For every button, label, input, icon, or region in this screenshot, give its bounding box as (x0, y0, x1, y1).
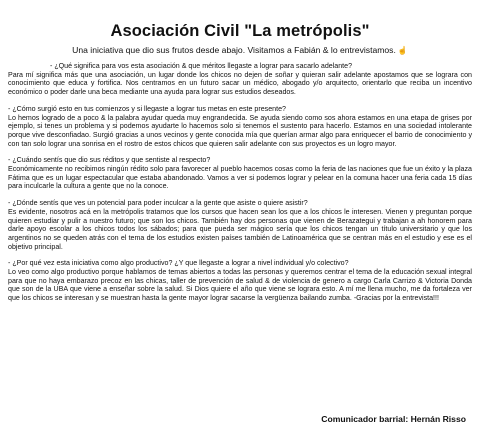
question: - ¿Qué significa para vos esta asociación & que méritos llegaste a lograr para sacarlo adelante? (50, 62, 353, 70)
article-title: Asociación Civil "La metrópolis" (110, 22, 370, 40)
answer: Lo veo como algo productivo porque hablamos de temas abiertos a todas las personas y queremos centrar el tema de la educación sexual integral para que no haya embarazo precoz en las chicas, taller de prevención de salud & de violencia de genero a cargo Carla Carrizo & Victoria Donda que son de la UBA que viene a enseñar sobre la salud. Si Dios quiere el año que viene se lograra esto. A mí me llena mucho, me da fortaleza ver que los chicos se interesan y se muestran hasta la gente mayor lograr sacarse la vergüenza bailando zumba. -Gracias por la entrevista!!! (8, 268, 472, 303)
qa-block (8, 156, 472, 191)
qa-block (8, 62, 472, 97)
question: - ¿Cómo surgió esto en tus comienzos y si llegaste a lograr tus metas en este presente? (8, 104, 286, 113)
qa-block (8, 199, 472, 251)
answer: Lo hemos logrado de a poco & la palabra ayudar queda muy engrandecida. Se ayuda siendo como sos ahora estamos en una etapa de grises por ejemplo, si tenes un problema y si podemos ayudarte lo hacemos solo si tenemos el sustento para hacerlo. Estamos en una sociedad intolerante porque vive desconfiadao. Surgió gracias a unos vecinos y gente conocida mía que querían armar algo para enriquecer el barrio de conocimiento y con tan solo lograr una sonrisa en el rostro de estos chicos que quieren salir adelante con sus proyectos es un logro mayor. (8, 113, 472, 148)
subtitle-text: Una iniciativa que dio sus frutos desde abajo. Visitamos a Fabián & lo entrevistamos. (72, 45, 396, 55)
question: - ¿Cuándo sentís que dio sus réditos y que sentiste al respecto? (8, 156, 211, 165)
interview-body (8, 62, 472, 303)
answer: Para mí significa más que una asociación, un lugar donde los chicos no dejen de soñar y quieran salir adelante apostamos que se lograra con conocimiento que educa y fortifica. Nos centramos en un futuro sacar un médico, abogado y/o arquitecto, orientarlo que reciba un incentivo económico o poder darle una beca mediante una ayuda para lograr sus estudios deseados. (8, 70, 472, 97)
question: - ¿Dónde sentís que ves un potencial para poder inculcar a la gente que asiste o quiere asistir? (8, 199, 308, 208)
answer: Es evidente, nosotros acá en la metrópolis tratamos que los cursos que hacen sean los que a los chicos le interesen. Vienen y preguntan porque quieren estudiar y pulir a nuestro futuro; que son los chicos. También hay dos personas que vienen de Berazategui y trabajan a ah honorem para darle apoyo escolar a los chicos todos los sábados; para que pueda ser mágico sería que los chicos tengan un título universitario y que los argentinos no se queden atrás con el tema de los estudios existen países también de Latinoamérica que se centran más en el estudio y ese es el objetivo principal. (8, 207, 472, 251)
qa-block (8, 105, 472, 149)
author-signature: Comunicador barrial: Hernán Risso (321, 414, 466, 424)
question: - ¿Por qué vez esta iniciativa como algo productivo? ¿Y que llegaste a lograr a nivel individual y/o colectivo? (8, 259, 349, 268)
pointing-hand-icon: ☝ (397, 46, 408, 55)
article-subtitle (8, 45, 472, 56)
answer: Económicamente no recibimos ningún rédito solo para favorecer al pueblo hacemos cosas como la feria de las naciones que fue un éxito y la plaza Fátima que es un lugar espectacular que estaba abandonado. Vamos a ver si podemos lograr y pelear en la comuna hacer una feria cada 15 días para inculcarle la cultura a gente que no la conoce. (8, 165, 472, 191)
qa-block (8, 259, 472, 303)
